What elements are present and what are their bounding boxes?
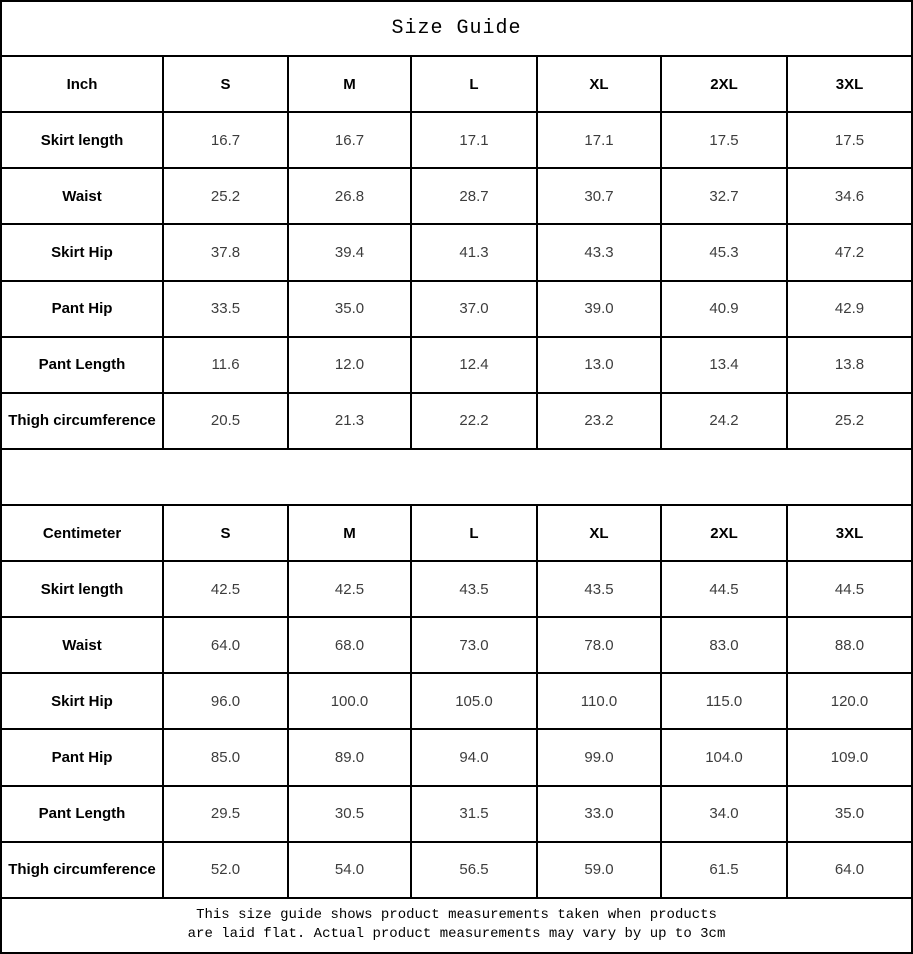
value-cell: 13.8 <box>787 337 912 393</box>
measurement-row <box>1 393 912 449</box>
value-cell: 45.3 <box>661 224 787 280</box>
value-cell: 83.0 <box>661 617 787 673</box>
footer-note-line2: are laid flat. Actual product measurements may vary by up to 3cm <box>187 926 726 943</box>
size-header-cell-m: M <box>288 56 411 112</box>
measurement-row <box>1 337 912 393</box>
measurement-row <box>1 281 912 337</box>
row-label-cell: Pant Length <box>1 337 163 393</box>
value-cell: 26.8 <box>288 168 411 224</box>
inch-table-body <box>1 112 912 449</box>
value-cell: 43.5 <box>537 561 661 617</box>
measurement-row <box>1 673 912 729</box>
row-label-cell: Waist <box>1 168 163 224</box>
value-cell: 54.0 <box>288 842 411 898</box>
value-cell: 31.5 <box>411 786 537 842</box>
value-cell: 21.3 <box>288 393 411 449</box>
value-cell: 20.5 <box>163 393 288 449</box>
value-cell: 64.0 <box>787 842 912 898</box>
value-cell: 23.2 <box>537 393 661 449</box>
value-cell: 13.4 <box>661 337 787 393</box>
value-cell: 44.5 <box>787 561 912 617</box>
value-cell: 43.5 <box>411 561 537 617</box>
size-header-cell-xl: XL <box>537 56 661 112</box>
footer-note <box>1 898 912 953</box>
value-cell: 85.0 <box>163 729 288 785</box>
value-cell: 25.2 <box>163 168 288 224</box>
value-cell: 29.5 <box>163 786 288 842</box>
value-cell: 25.2 <box>787 393 912 449</box>
measurement-row <box>1 842 912 898</box>
row-label-cell: Thigh circumference <box>1 393 163 449</box>
value-cell: 39.0 <box>537 281 661 337</box>
unit-header-cell-inch: Inch <box>1 56 163 112</box>
value-cell: 115.0 <box>661 673 787 729</box>
value-cell: 37.0 <box>411 281 537 337</box>
value-cell: 78.0 <box>537 617 661 673</box>
centimeter-header-row <box>1 505 912 561</box>
spacer-row <box>1 449 912 505</box>
value-cell: 33.0 <box>537 786 661 842</box>
value-cell: 43.3 <box>537 224 661 280</box>
value-cell: 22.2 <box>411 393 537 449</box>
value-cell: 42.5 <box>288 561 411 617</box>
value-cell: 12.0 <box>288 337 411 393</box>
value-cell: 17.1 <box>411 112 537 168</box>
value-cell: 96.0 <box>163 673 288 729</box>
measurement-row <box>1 729 912 785</box>
size-header-cell-3xl: 3XL <box>787 505 912 561</box>
value-cell: 110.0 <box>537 673 661 729</box>
measurement-row <box>1 224 912 280</box>
measurement-row <box>1 112 912 168</box>
value-cell: 47.2 <box>787 224 912 280</box>
value-cell: 34.6 <box>787 168 912 224</box>
inch-header-row <box>1 56 912 112</box>
footer-row <box>1 898 912 953</box>
value-cell: 88.0 <box>787 617 912 673</box>
value-cell: 16.7 <box>163 112 288 168</box>
size-header-cell-s: S <box>163 505 288 561</box>
size-header-cell-xl: XL <box>537 505 661 561</box>
value-cell: 12.4 <box>411 337 537 393</box>
value-cell: 56.5 <box>411 842 537 898</box>
value-cell: 24.2 <box>661 393 787 449</box>
size-header-cell-m: M <box>288 505 411 561</box>
value-cell: 16.7 <box>288 112 411 168</box>
value-cell: 68.0 <box>288 617 411 673</box>
row-label-cell: Pant Length <box>1 786 163 842</box>
value-cell: 42.9 <box>787 281 912 337</box>
centimeter-table-body <box>1 561 912 898</box>
value-cell: 109.0 <box>787 729 912 785</box>
row-label-cell: Waist <box>1 617 163 673</box>
value-cell: 39.4 <box>288 224 411 280</box>
value-cell: 120.0 <box>787 673 912 729</box>
measurement-row <box>1 561 912 617</box>
value-cell: 41.3 <box>411 224 537 280</box>
unit-header-cell-centimeter: Centimeter <box>1 505 163 561</box>
value-cell: 104.0 <box>661 729 787 785</box>
value-cell: 99.0 <box>537 729 661 785</box>
value-cell: 35.0 <box>288 281 411 337</box>
measurement-row <box>1 786 912 842</box>
value-cell: 64.0 <box>163 617 288 673</box>
value-cell: 59.0 <box>537 842 661 898</box>
size-header-cell-s: S <box>163 56 288 112</box>
value-cell: 89.0 <box>288 729 411 785</box>
measurement-row <box>1 617 912 673</box>
row-label-cell: Skirt length <box>1 112 163 168</box>
row-label-cell: Pant Hip <box>1 729 163 785</box>
measurement-row <box>1 168 912 224</box>
value-cell: 37.8 <box>163 224 288 280</box>
value-cell: 42.5 <box>163 561 288 617</box>
spacer-cell <box>1 449 912 505</box>
value-cell: 105.0 <box>411 673 537 729</box>
value-cell: 35.0 <box>787 786 912 842</box>
value-cell: 32.7 <box>661 168 787 224</box>
page-title: Size Guide <box>1 1 912 56</box>
value-cell: 94.0 <box>411 729 537 785</box>
size-header-cell-l: L <box>411 56 537 112</box>
value-cell: 73.0 <box>411 617 537 673</box>
value-cell: 33.5 <box>163 281 288 337</box>
value-cell: 30.5 <box>288 786 411 842</box>
value-cell: 61.5 <box>661 842 787 898</box>
value-cell: 44.5 <box>661 561 787 617</box>
row-label-cell: Skirt length <box>1 561 163 617</box>
footer-note-line1: This size guide shows product measurements taken when products <box>196 907 717 924</box>
value-cell: 17.1 <box>537 112 661 168</box>
value-cell: 13.0 <box>537 337 661 393</box>
value-cell: 17.5 <box>787 112 912 168</box>
size-header-cell-3xl: 3XL <box>787 56 912 112</box>
size-header-cell-2xl: 2XL <box>661 505 787 561</box>
value-cell: 52.0 <box>163 842 288 898</box>
value-cell: 11.6 <box>163 337 288 393</box>
value-cell: 28.7 <box>411 168 537 224</box>
size-header-cell-2xl: 2XL <box>661 56 787 112</box>
size-header-cell-l: L <box>411 505 537 561</box>
row-label-cell: Skirt Hip <box>1 224 163 280</box>
row-label-cell: Pant Hip <box>1 281 163 337</box>
row-label-cell: Thigh circumference <box>1 842 163 898</box>
title-row <box>1 1 912 56</box>
value-cell: 40.9 <box>661 281 787 337</box>
value-cell: 100.0 <box>288 673 411 729</box>
row-label-cell: Skirt Hip <box>1 673 163 729</box>
value-cell: 17.5 <box>661 112 787 168</box>
value-cell: 30.7 <box>537 168 661 224</box>
value-cell: 34.0 <box>661 786 787 842</box>
